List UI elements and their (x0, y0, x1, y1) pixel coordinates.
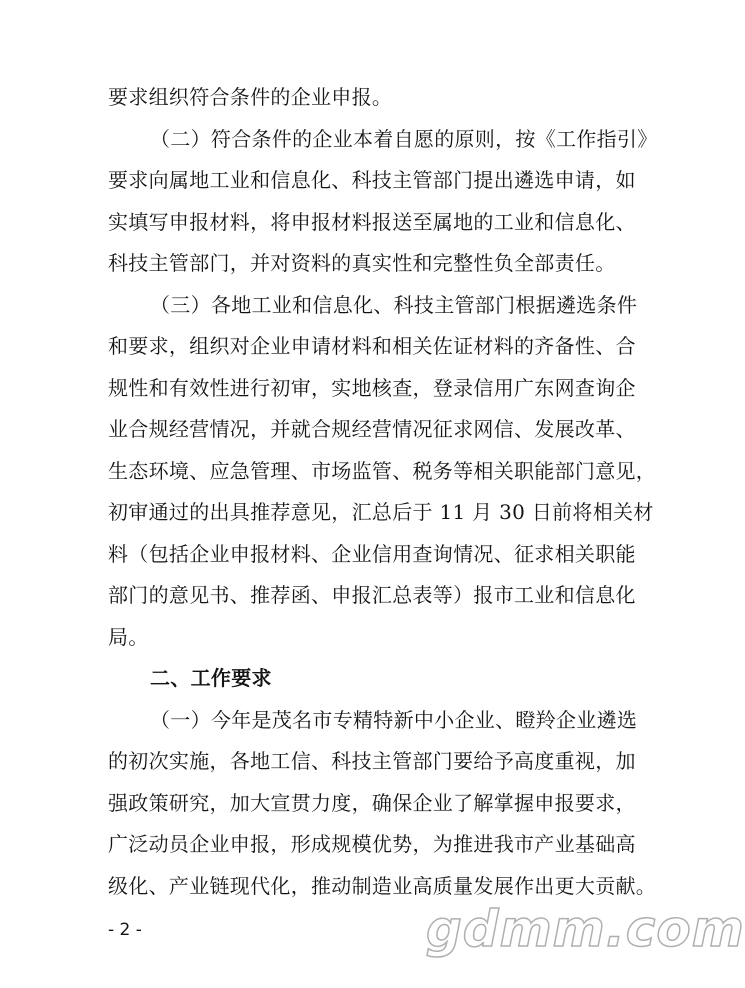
page-number: - 2 - (108, 920, 142, 940)
section-heading: 二、工作要求 (150, 666, 272, 690)
paragraph-line: 料（包括企业申报材料、企业信用查询情况、征求相关职能 (108, 541, 636, 566)
paragraph-line: 实填写申报材料，将申报材料报送至属地的工业和信息化、 (108, 209, 636, 234)
paragraph-line: 初审通过的出具推荐意见，汇总后于 11 月 30 日前将相关材 (108, 500, 654, 524)
paragraph-line: 生态环境、应急管理、市场监管、税务等相关职能部门意见， (108, 458, 657, 483)
paragraph-line: 部门的意见书、推荐函、申报汇总表等）报市工业和信息化 (108, 583, 636, 607)
watermark: gdmm.com (426, 900, 745, 958)
paragraph-line: （一）今年是茂名市专精特新中小企业、瞪羚企业遴选 (150, 707, 638, 732)
paragraph-line: 规性和有效性进行初审，实地核查，登录信用广东网查询企 (108, 375, 636, 400)
paragraph-line: 要求向属地工业和信息化、科技主管部门提出遴选申请，如 (108, 168, 636, 192)
paragraph-line: 局。 (108, 624, 149, 649)
paragraph-line: 业合规经营情况，并就合规经营情况征求网信、发展改革、 (108, 417, 636, 441)
paragraph-line: （三）各地工业和信息化、科技主管部门根据遴选条件 (150, 292, 638, 317)
paragraph-line: 强政策研究，加大宣贯力度，确保企业了解掌握申报要求， (108, 790, 636, 815)
paragraph-line: 科技主管部门，并对资料的真实性和完整性负全部责任。 (108, 251, 616, 275)
paragraph-line: 要求组织符合条件的企业申报。 (108, 85, 393, 109)
paragraph-line: （二）符合条件的企业本着自愿的原则，按《工作指引》 (150, 126, 658, 151)
paragraph-line: 的初次实施，各地工信、科技主管部门要给予高度重视，加 (108, 749, 636, 773)
paragraph-line: 广泛动员企业申报，形成规模优势，为推进我市产业基础高 (108, 832, 636, 856)
paragraph-line: 级化、产业链现代化，推动制造业高质量发展作出更大贡献。 (108, 873, 657, 898)
paragraph-line: 和要求，组织对企业申请材料和相关佐证材料的齐备性、合 (108, 334, 636, 358)
